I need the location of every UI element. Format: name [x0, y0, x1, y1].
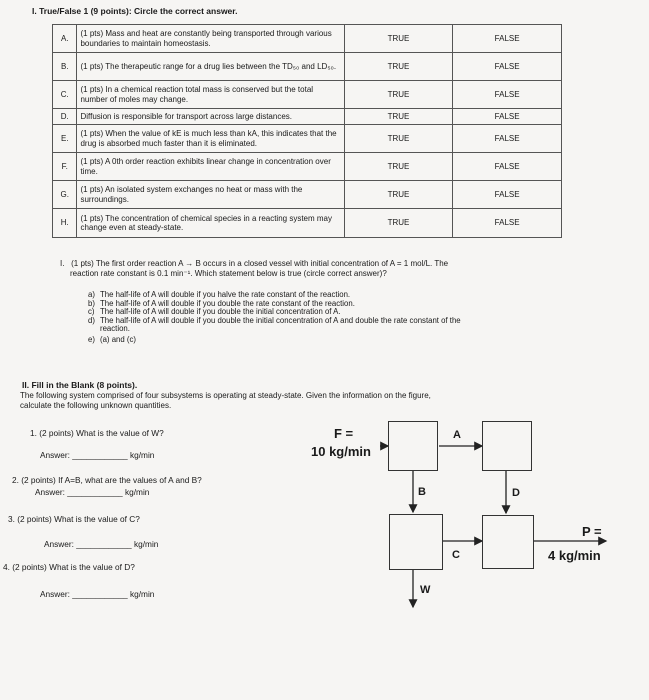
- true-option[interactable]: TRUE: [344, 181, 453, 209]
- stream-a-label: A: [453, 429, 461, 441]
- question-i-line1: (1 pts) The first order reaction A → B occurs in a closed vessel with initial concentration of A = 1 mol/L. The: [71, 259, 449, 268]
- tf-row-letter: B.: [53, 53, 77, 81]
- subsystem-3-box: [389, 514, 443, 570]
- feed-value: 10 kg/min: [311, 444, 371, 459]
- section2-title: II. Fill in the Blank (8 points).: [22, 380, 138, 390]
- stream-c-label: C: [452, 549, 460, 561]
- q2-answer-blank[interactable]: ____________: [67, 487, 123, 497]
- option-text: (a) and (c): [100, 334, 136, 344]
- true-option[interactable]: TRUE: [344, 125, 453, 153]
- section1-title: I. True/False 1 (9 points): Circle the correct answer.: [32, 6, 238, 16]
- stream-d-label: D: [512, 487, 520, 499]
- q4-answer-label: Answer:: [40, 589, 70, 599]
- q1-answer-blank[interactable]: ____________: [72, 450, 128, 460]
- false-option[interactable]: FALSE: [453, 181, 562, 209]
- false-option[interactable]: FALSE: [453, 81, 562, 109]
- q2-answer-label: Answer:: [35, 487, 65, 497]
- q3-answer-label: Answer:: [44, 539, 74, 549]
- section2-intro-line1: The following system comprised of four subsystems is operating at steady-state. Given the information on the figure,: [20, 391, 431, 400]
- question-i-line2: reaction rate constant is 0.1 min⁻¹. Which statement below is true (circle correct answer)?: [70, 269, 387, 278]
- true-option[interactable]: TRUE: [344, 25, 453, 53]
- subsystem-4-box: [482, 515, 534, 569]
- q1-unit: kg/min: [129, 450, 155, 460]
- q2-unit: kg/min: [124, 487, 150, 497]
- true-option[interactable]: TRUE: [344, 209, 453, 238]
- product-label: P =: [582, 524, 602, 539]
- option-key: b): [88, 298, 95, 308]
- tf-row-letter: E.: [53, 125, 77, 153]
- q4-unit: kg/min: [129, 589, 155, 599]
- option-text: reaction.: [100, 324, 130, 334]
- tf-row-letter: G.: [53, 181, 77, 209]
- tf-row-letter: H.: [53, 209, 77, 238]
- option-key: e): [88, 334, 95, 344]
- feed-label: F =: [334, 426, 354, 441]
- option-key: c): [88, 307, 95, 317]
- tf-row-letter: A.: [53, 25, 77, 53]
- false-option[interactable]: FALSE: [453, 109, 562, 125]
- tf-row-question: (1 pts) The therapeutic range for a drug lies between the TD₅₀ and LD₅₀.: [77, 53, 344, 81]
- tf-row-question: (1 pts) The concentration of chemical species in a reacting system may change even at steady-state.: [77, 209, 344, 238]
- question-i-letter: I.: [60, 259, 65, 268]
- q4-text: 4. (2 points) What is the value of D?: [3, 562, 135, 572]
- false-option[interactable]: FALSE: [453, 209, 562, 238]
- false-option[interactable]: FALSE: [453, 153, 562, 181]
- true-option[interactable]: TRUE: [344, 53, 453, 81]
- option-key: d): [88, 315, 95, 325]
- false-option[interactable]: FALSE: [453, 125, 562, 153]
- stream-w-label: W: [420, 584, 431, 596]
- option-key: a): [88, 290, 95, 299]
- q4-answer-blank[interactable]: ____________: [72, 589, 128, 599]
- tf-row-question: (1 pts) A 0th order reaction exhibits linear change in concentration over time.: [77, 153, 344, 181]
- tf-row-question: Diffusion is responsible for transport across large distances.: [77, 109, 344, 125]
- q1-answer-label: Answer:: [40, 450, 70, 460]
- false-option[interactable]: FALSE: [453, 25, 562, 53]
- section2-intro-line2: calculate the following unknown quantities.: [20, 401, 172, 410]
- tf-row-question: (1 pts) In a chemical reaction total mass is conserved but the total number of moles may change.: [77, 81, 344, 109]
- stream-b-label: B: [418, 486, 426, 498]
- tf-row-question: (1 pts) An isolated system exchanges no heat or mass with the surroundings.: [77, 181, 344, 209]
- q3-unit: kg/min: [133, 539, 159, 549]
- true-option[interactable]: TRUE: [344, 153, 453, 181]
- option-text: The half-life of A will double if you double the initial concentration of A and double the rate constant of the: [100, 315, 461, 325]
- subsystem-2-box: [482, 421, 532, 471]
- subsystem-1-box: [388, 421, 438, 471]
- tf-row-letter: F.: [53, 153, 77, 181]
- tf-row-letter: D.: [53, 109, 77, 125]
- false-option[interactable]: FALSE: [453, 53, 562, 81]
- q3-answer-blank[interactable]: ____________: [76, 539, 132, 549]
- product-value: 4 kg/min: [548, 548, 601, 563]
- q1-text: 1. (2 points) What is the value of W?: [30, 428, 164, 438]
- true-option[interactable]: TRUE: [344, 109, 453, 125]
- tf-row-question: (1 pts) Mass and heat are constantly being transported through various boundaries to maintain homeostasis.: [77, 25, 344, 53]
- true-option[interactable]: TRUE: [344, 81, 453, 109]
- q2-text: 2. (2 points) If A=B, what are the values of A and B?: [12, 475, 202, 485]
- option-text: The half-life of A will double if you double the initial concentration of A.: [100, 307, 341, 317]
- tf-row-question: (1 pts) When the value of kE is much less than kA, this indicates that the drug is absorbed much faster than it is eliminated.: [77, 125, 344, 153]
- q3-text: 3. (2 points) What is the value of C?: [8, 514, 140, 524]
- option-text: The half-life of A will double if you halve the rate constant of the reaction.: [100, 290, 351, 299]
- tf-row-letter: C.: [53, 81, 77, 109]
- option-text: The half-life of A will double if you double the rate constant of the reaction.: [100, 298, 355, 308]
